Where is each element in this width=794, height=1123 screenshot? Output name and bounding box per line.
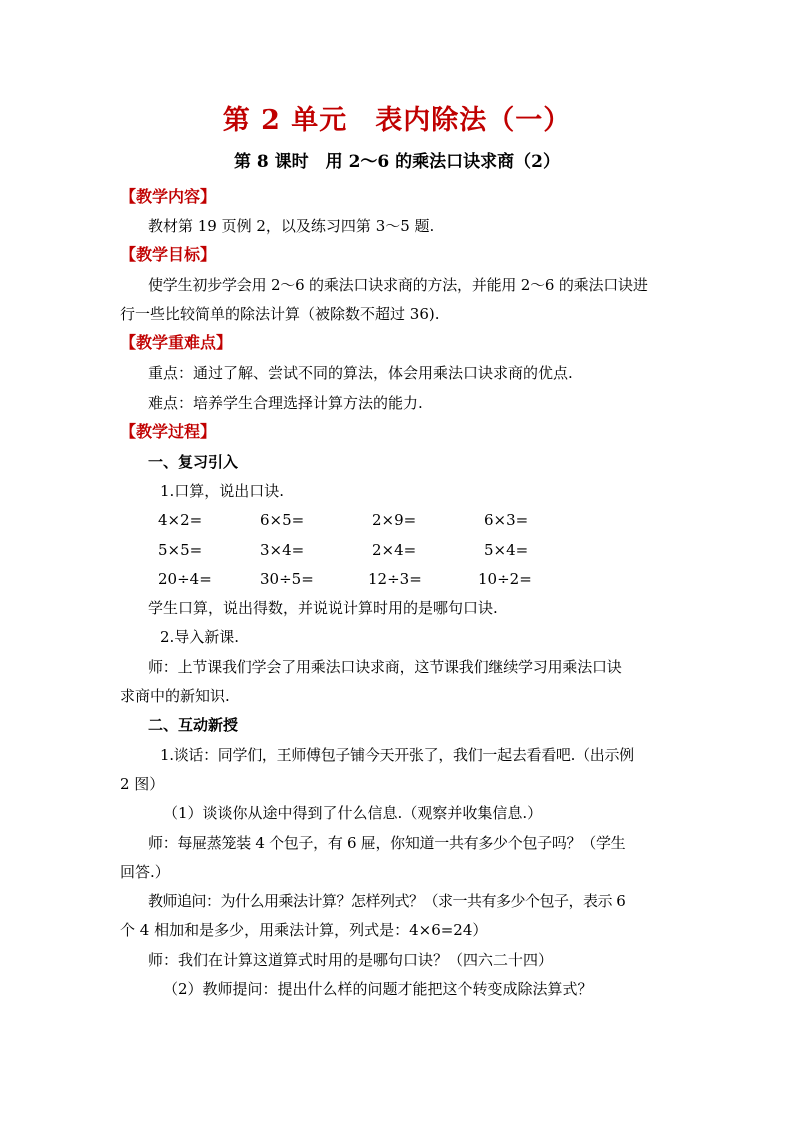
key-points-heading: 【教学重难点】 bbox=[120, 333, 233, 352]
part1-item2: 2.导入新课. bbox=[160, 628, 240, 646]
part2-teacher1-line2: 回答.） bbox=[120, 863, 170, 881]
part1-item1: 1.口算，说出口诀. bbox=[160, 482, 285, 500]
part2-question1: （1）谈谈你从途中得到了什么信息.（观察并收集信息.） bbox=[163, 804, 543, 822]
part2-teacher2-line1: 教师追问：为什么用乘法计算？怎样列式？（求一共有多少个包子，表示 6 bbox=[148, 892, 626, 910]
part2-talk-line2: 2 图） bbox=[120, 775, 165, 793]
content-heading: 【教学内容】 bbox=[120, 187, 217, 206]
part1-heading: 一、复习引入 bbox=[148, 453, 239, 471]
goal-text-line1: 使学生初步学会用 2～6 的乘法口诀求商的方法，并能用 2～6 的乘法口诀进 bbox=[148, 276, 648, 294]
exercise-cell: 5×5= bbox=[158, 541, 203, 559]
goal-heading: 【教学目标】 bbox=[120, 245, 217, 264]
exercise-cell: 20÷4= bbox=[158, 570, 212, 588]
part2-teacher3: 师：我们在计算这道算式时用的是哪句口诀？（四六二十四） bbox=[148, 951, 554, 969]
exercise-cell: 10÷2= bbox=[478, 570, 532, 588]
goal-text-line2: 行一些比较简单的除法计算（被除数不超过 36). bbox=[120, 305, 440, 323]
exercise-cell: 5×4= bbox=[484, 541, 529, 559]
exercise-cell: 30÷5= bbox=[260, 570, 314, 588]
exercise-cell: 12÷3= bbox=[368, 570, 422, 588]
part2-question2: （2）教师提问：提出什么样的问题才能把这个转变成除法算式？ bbox=[163, 980, 593, 998]
part1-teacher-line2: 求商中的新知识. bbox=[120, 687, 230, 705]
key-point-text: 重点：通过了解、尝试不同的算法，体会用乘法口诀求商的优点. bbox=[148, 364, 573, 382]
part2-talk-line1: 1.谈话：同学们，王师傅包子铺今天开张了，我们一起去看看吧.（出示例 bbox=[160, 746, 634, 764]
exercise-cell: 3×4= bbox=[260, 541, 305, 559]
part1-after-exercises: 学生口算，说出得数，并说说计算时用的是哪句口诀. bbox=[148, 599, 498, 617]
exercise-cell: 2×4= bbox=[372, 541, 417, 559]
exercise-cell: 6×5= bbox=[260, 511, 305, 529]
unit-title: 第 2 单元 表内除法（一） bbox=[222, 105, 572, 136]
part2-teacher2-line2: 个 4 相加和是多少，用乘法计算，列式是：4×6=24） bbox=[120, 921, 488, 939]
part2-heading: 二、互动新授 bbox=[148, 716, 239, 734]
lesson-subtitle: 第 8 课时 用 2～6 的乘法口诀求商（2） bbox=[234, 152, 560, 172]
part1-teacher-line1: 师：上节课我们学会了用乘法口诀求商，这节课我们继续学习用乘法口诀 bbox=[148, 658, 622, 676]
difficult-point-text: 难点：培养学生合理选择计算方法的能力. bbox=[148, 394, 423, 412]
exercise-cell: 6×3= bbox=[484, 511, 529, 529]
content-text: 教材第 19 页例 2，以及练习四第 3～5 题. bbox=[148, 217, 435, 235]
part2-teacher1-line1: 师：每屉蒸笼装 4 个包子，有 6 屉，你知道一共有多少个包子吗？（学生 bbox=[148, 834, 626, 852]
exercise-cell: 4×2= bbox=[158, 511, 203, 529]
exercise-cell: 2×9= bbox=[372, 511, 417, 529]
process-heading: 【教学过程】 bbox=[120, 422, 217, 441]
